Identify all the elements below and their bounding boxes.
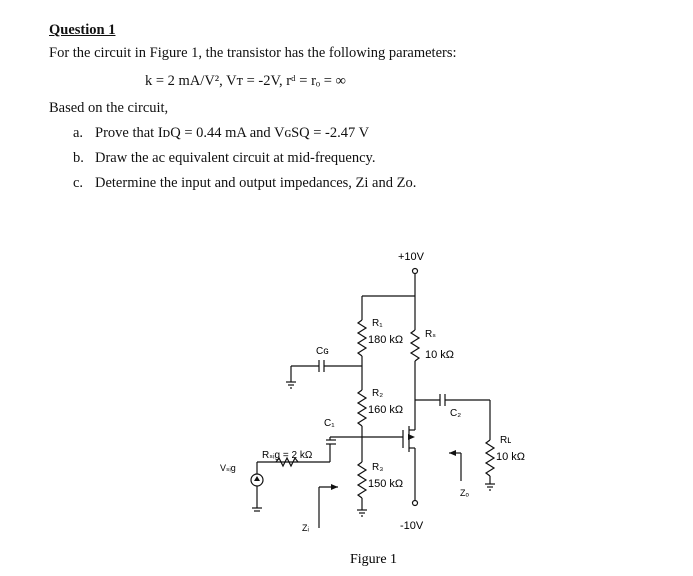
- transistor-parameters: k = 2 mA/V², Vᴛ = -2V, rᵈ = rₒ = ∞: [145, 73, 346, 89]
- zo-label: Zₒ: [460, 488, 469, 498]
- r3-value: 150 kΩ: [368, 478, 404, 490]
- question-intro: For the circuit in Figure 1, the transistor has the following parameters:: [49, 45, 457, 61]
- question-title: Question 1: [49, 22, 116, 38]
- item-text: Determine the input and output impedances, Zi and Zo.: [95, 175, 417, 191]
- rsig-label: Rₛᵢg = 2 kΩ: [262, 450, 313, 461]
- supply-negative-label: -10V: [400, 520, 424, 532]
- zi-label: Zᵢ: [302, 523, 309, 533]
- item-label: b.: [73, 150, 84, 166]
- based-on-circuit-text: Based on the circuit,: [49, 100, 169, 116]
- r2-value: 160 kΩ: [368, 404, 404, 416]
- item-label: a.: [73, 125, 84, 141]
- c1-label: C₁: [324, 418, 335, 429]
- supply-positive-label: +10V: [398, 251, 424, 263]
- rs-label: Rₛ: [425, 329, 436, 340]
- r1-value: 180 kΩ: [368, 334, 404, 346]
- item-text: Prove that IᴅQ = 0.44 mA and VɢSQ = -2.47 V: [95, 125, 370, 141]
- rs-value: 10 kΩ: [425, 349, 455, 361]
- c2-label: C₂: [450, 408, 462, 419]
- cg-label: Cɢ: [316, 346, 329, 357]
- rl-label: Rʟ: [500, 435, 512, 446]
- rl-value: 10 kΩ: [496, 451, 526, 463]
- item-text: Draw the ac equivalent circuit at mid-frequency.: [95, 150, 376, 166]
- r3-label: R₃: [372, 462, 384, 473]
- vsig-label: Vₛᵢg: [220, 463, 236, 473]
- item-label: c.: [73, 175, 84, 191]
- r2-label: R₂: [372, 388, 384, 399]
- r1-label: R₁: [372, 318, 383, 329]
- figure-caption: Figure 1: [350, 552, 398, 567]
